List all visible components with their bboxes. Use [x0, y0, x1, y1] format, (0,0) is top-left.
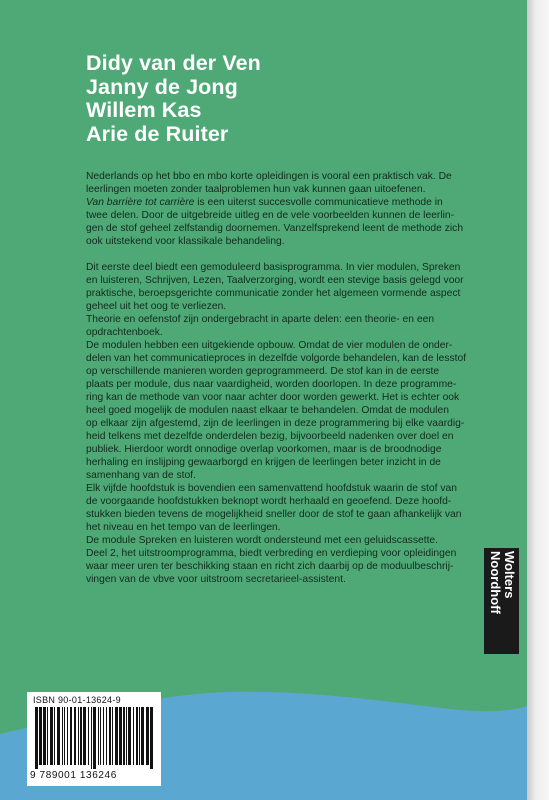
author-name: Janny de Jong — [86, 74, 238, 99]
barcode-bar — [109, 707, 111, 765]
blurb-text — [86, 170, 510, 586]
barcode-bar — [50, 707, 53, 765]
blurb-line: samenhang van de stof. — [86, 470, 196, 481]
barcode-bar — [80, 707, 82, 765]
blurb-line: op verschillende manieren worden geprogrammeerd. De stof kan in de eerste — [86, 366, 440, 377]
barcode-bar — [136, 707, 138, 765]
blurb-line: geheel uit het oog te verliezen. — [86, 301, 227, 312]
barcode-bar — [98, 707, 99, 765]
blurb-line: de voorgaande hoofdstukken beknopt wordt herhaald en geoefend. Deze hoofd- — [86, 496, 452, 507]
barcode-bar — [57, 707, 60, 765]
barcode-bar — [133, 707, 134, 765]
barcode-bar — [126, 707, 127, 765]
barcode-bar — [141, 707, 144, 765]
barcode-bar — [91, 707, 92, 769]
barcode-bar — [123, 707, 125, 765]
barcode-bar — [43, 707, 46, 765]
barcode-bar — [39, 707, 42, 765]
blurb-line: gen de stof geheel zelfstandig doornemen. Vanzelfsprekend leent de methode zich — [86, 223, 464, 234]
publisher-line-1: Wolters — [501, 551, 517, 599]
barcode-bar — [78, 707, 79, 765]
barcode-bar — [128, 707, 131, 765]
blurb-line: ring kan de methode van voor naar achter door worden gewerkt. Het is echter ook — [86, 392, 460, 403]
barcode-bar — [64, 707, 65, 765]
barcode-bar — [54, 707, 55, 765]
barcode-bar — [88, 707, 89, 765]
barcode-bar — [93, 707, 96, 769]
blurb-line: praktische, beroepsgerichte communicatie zonder het algemeen vormende aspect — [86, 288, 461, 299]
blurb-line-rest: is een uiterst succesvolle communicatieve methode in — [194, 197, 443, 208]
publisher-name — [488, 551, 516, 651]
barcode-bar — [67, 707, 68, 765]
blurb-line: waar meer uren ter beschikking staan en richt zich daarbij op de moduulbeschrij- — [86, 561, 454, 572]
barcode-bar — [146, 707, 149, 765]
barcode-bar — [119, 707, 122, 765]
barcode-graphic — [33, 707, 155, 769]
blurb-line: twee delen. Door de uitgebreide uitleg en de vele voorbeelden kunnen de leerlin- — [86, 210, 455, 221]
blurb-line: herhaling en inslijping gewaarborgd en krijgen de leerlingen beter inzicht in de — [86, 457, 441, 468]
blurb-paragraph-1 — [86, 170, 510, 248]
blurb-line: het niveau en het tempo van de leerlingen. — [86, 522, 281, 533]
blurb-paragraph-2 — [86, 261, 510, 586]
barcode-bar — [115, 707, 118, 765]
barcode-bar — [70, 707, 72, 765]
blurb-line: Elk vijfde hoofdstuk is bovendien een samenvattend hoofdstuk waarin de stof van — [86, 483, 457, 494]
blurb-line — [86, 196, 510, 209]
blurb-line: delen van het communicatieproces in dezelfde volgorde behandelen, kan de lesstof — [86, 353, 467, 364]
barcode-panel — [27, 692, 161, 786]
blurb-line: Nederlands op het bbo en mbo korte opleidingen is vooral een praktisch vak. De — [86, 171, 452, 182]
barcode-bar — [112, 707, 113, 765]
isbn-label: ISBN 90-01-13624-9 — [33, 695, 121, 705]
blurb-line: heel goed mogelijk de modulen naast elkaar te behandelen. Omdat de modulen — [86, 405, 449, 416]
blurb-line: op elkaar zijn afgestemd, zijn de leerlingen in deze programmering bij elke vaardig- — [86, 418, 465, 429]
author-name: Arie de Ruiter — [86, 121, 229, 146]
blurb-line: publiek. Hierdoor wordt onnodige overlap voorkomen, maar is de broodnodige — [86, 444, 442, 455]
blurb-line: heid telkens met dezelfde onderdelen bezig, bijvoorbeeld nadenken over doel en — [86, 431, 454, 442]
barcode-bar — [83, 707, 86, 765]
blurb-line: De modulen hebben een uitgekiende opbouw. Omdat de vier modulen de onder- — [86, 340, 453, 351]
barcode-bar — [103, 707, 104, 765]
publisher-logo — [484, 548, 519, 654]
blurb-line: opdrachtenboek. — [86, 327, 163, 338]
blurb-line: stukken bieden tevens de mogelijkheid sneller door de stof te gaan afhankelijk van — [86, 509, 462, 520]
barcode-bar — [47, 707, 48, 765]
author-name: Willem Kas — [86, 98, 202, 122]
blurb-line: De module Spreken en luisteren wordt ondersteund met een geluidscassette. — [86, 535, 439, 546]
barcode-bar — [150, 707, 153, 769]
blurb-line: en luisteren, Schrijven, Lezen, Taalverzorging, wordt een stevige basis gelegd voor — [86, 275, 464, 286]
barcode-bar — [106, 707, 107, 765]
barcode-bar — [100, 707, 101, 765]
blurb-line: ook uitstekend voor klassikale behandeling. — [86, 236, 285, 247]
barcode-bar — [62, 707, 63, 765]
blurb-line: vingen van de vbve voor uitstroom secretarieel-assistent. — [86, 574, 346, 585]
blurb-line: leerlingen moeten zonder taalproblemen hun vak kunnen gaan uitoefenen. — [86, 184, 426, 195]
author-list — [86, 52, 261, 146]
publisher-line-2: Noordhoff — [487, 551, 503, 614]
blurb-line: Dit eerste deel biedt een gemoduleerd basisprogramma. In vier modulen, Spreken — [86, 262, 461, 273]
barcode-bar — [139, 707, 140, 765]
page-edge — [527, 0, 549, 800]
ean-number: 9 789001 136246 — [30, 770, 117, 781]
book-title: Van barrière tot carrière — [86, 197, 195, 208]
author-name: Didy van der Ven — [86, 51, 261, 75]
blurb-line: plaats per module, dus naar vaardigheid, worden doorlopen. In deze programme- — [86, 379, 457, 390]
barcode-bar — [74, 707, 76, 765]
blurb-line: Theorie en oefenstof zijn ondergebracht in aparte delen: een theorie- en een — [86, 314, 435, 325]
blurb-line: Deel 2, het uitstroomprogramma, biedt verbreding en verdieping voor opleidingen — [86, 548, 457, 559]
barcode-bar — [35, 707, 38, 769]
